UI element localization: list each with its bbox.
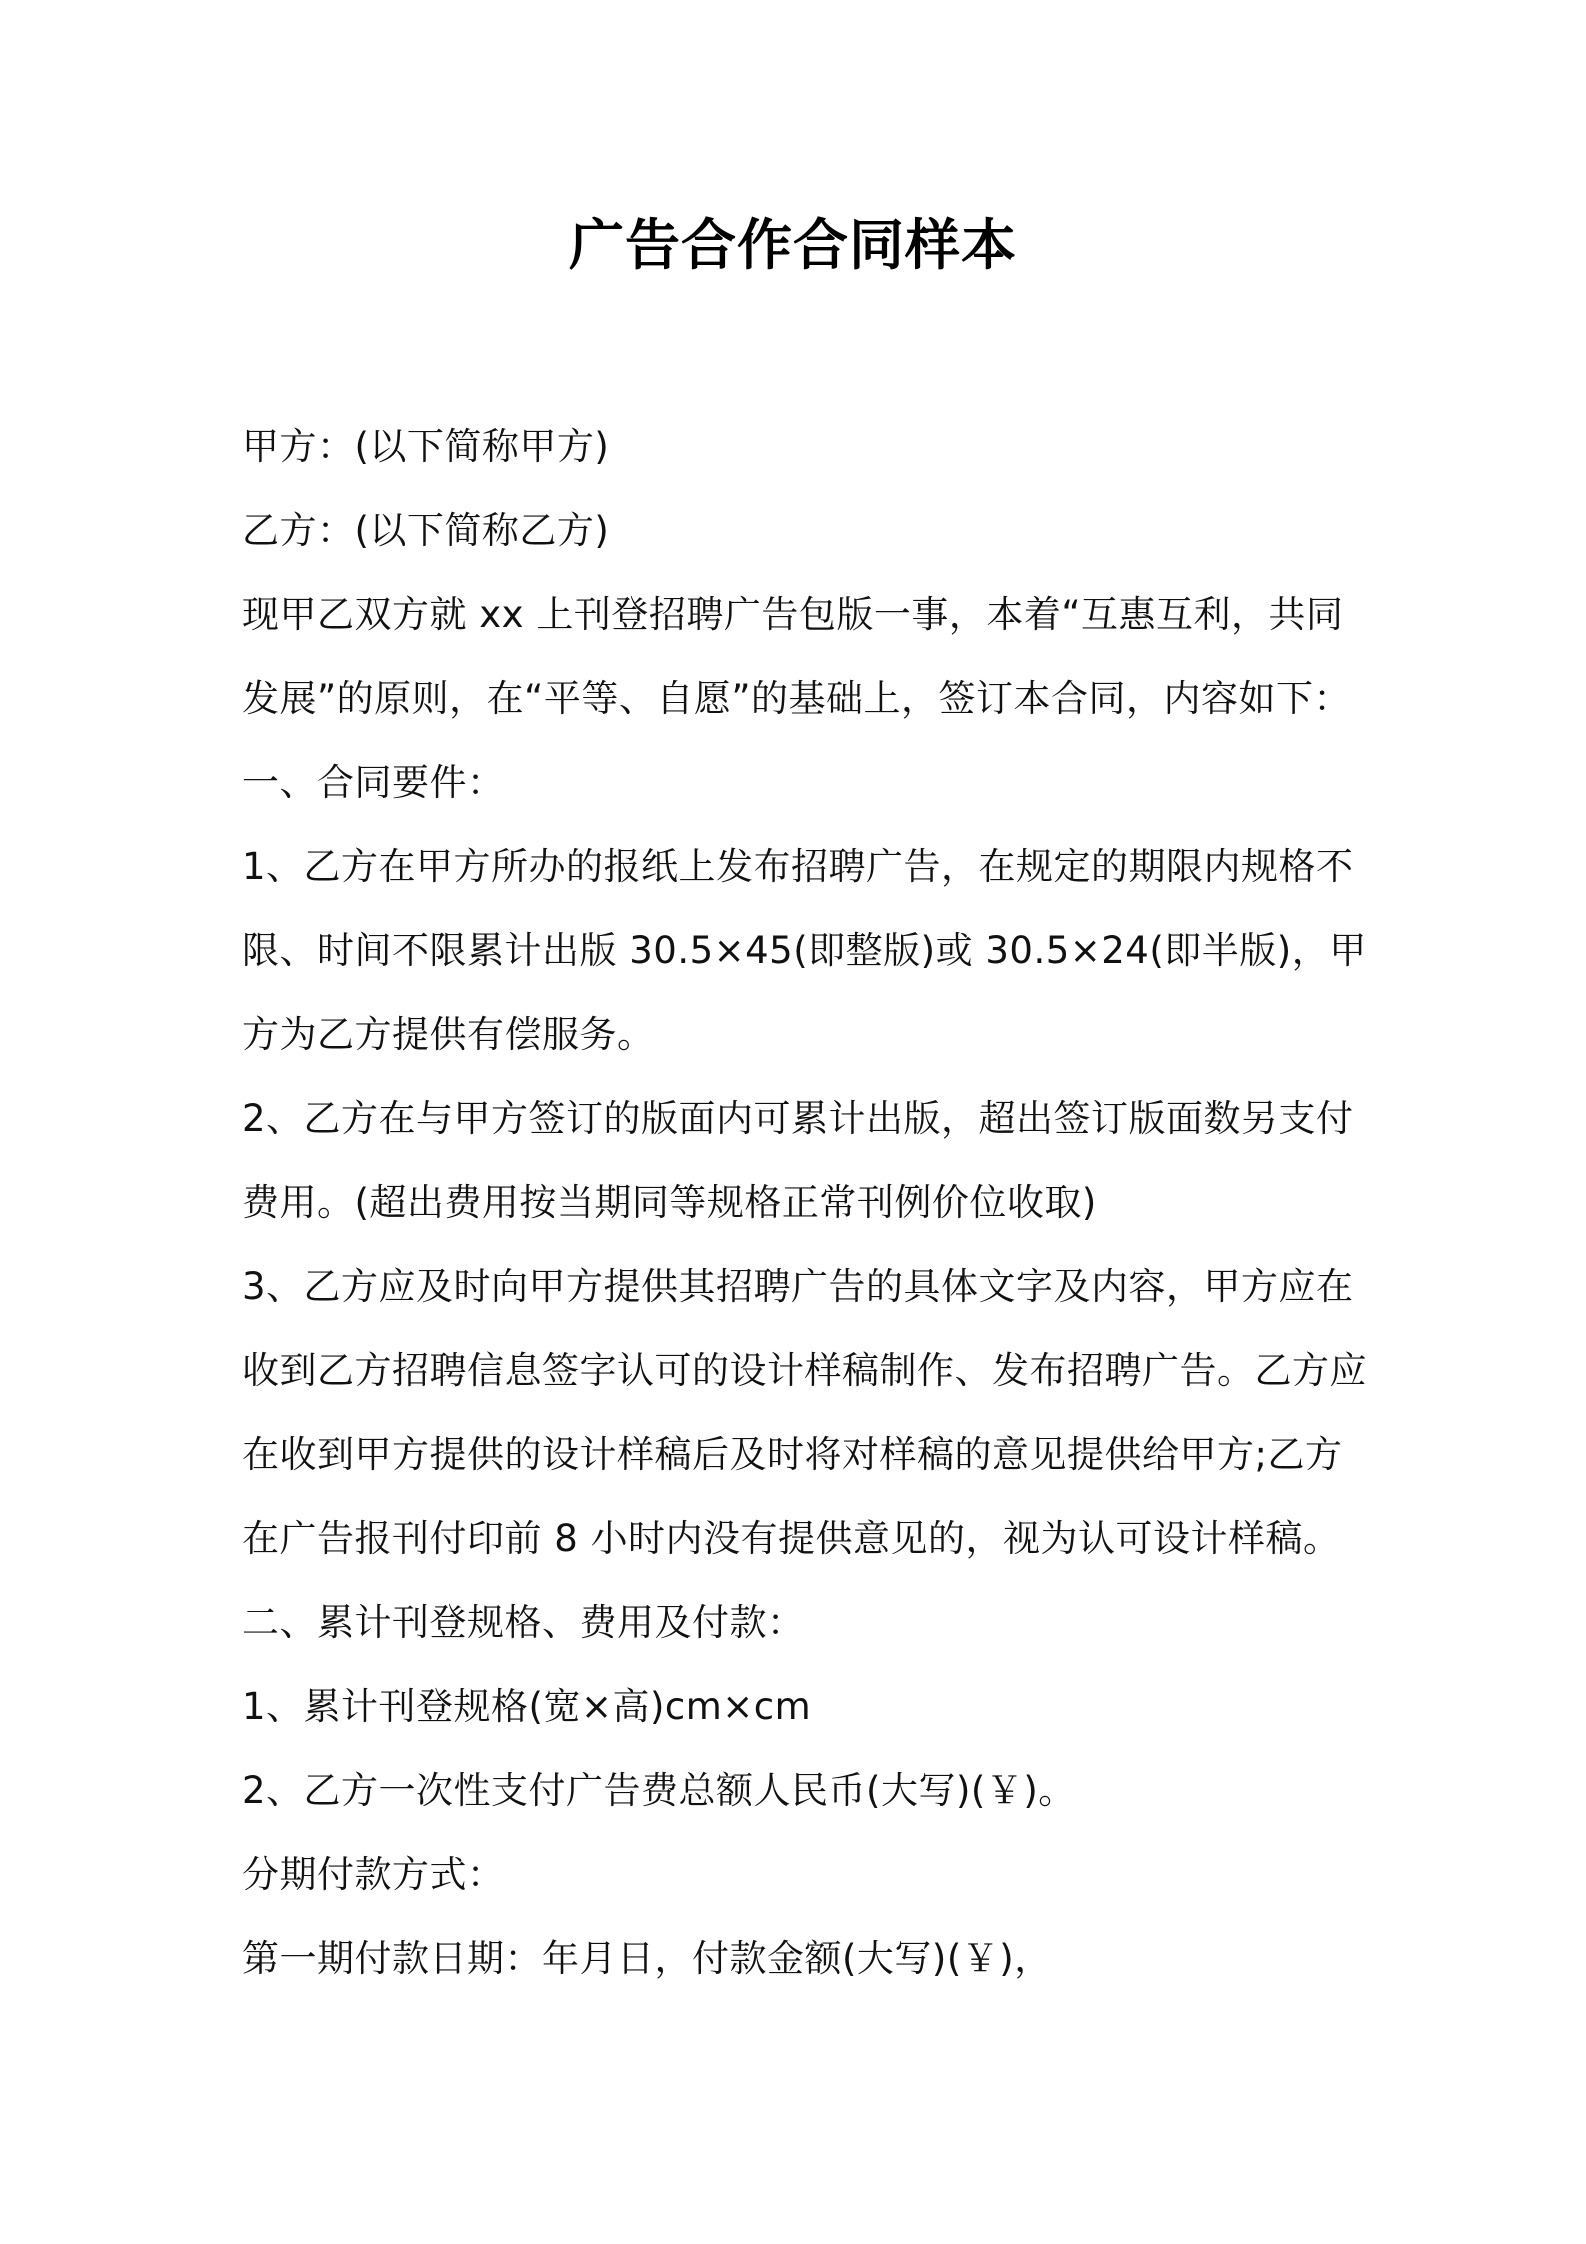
text-line: 在收到甲方提供的设计样稿后及时将对样稿的意见提供给甲方;乙方: [242, 1433, 1343, 1476]
text-line: 在广告报刊付印前 8 小时内没有提供意见的，视为认可设计样稿。: [242, 1517, 1341, 1560]
text-line: 收到乙方招聘信息签字认可的设计样稿制作、发布招聘广告。乙方应: [242, 1349, 1367, 1392]
text-line: 2、乙方一次性支付广告费总额人民币(大写)(￥)。: [242, 1769, 1076, 1812]
text-line: 乙方：(以下简称乙方): [242, 509, 610, 552]
text-line: 发展”的原则，在“平等、自愿”的基础上，签订本合同，内容如下：: [242, 677, 1352, 720]
text-line: 2、乙方在与甲方签订的版面内可累计出版，超出签订版面数另支付: [242, 1097, 1354, 1140]
section-heading: 一、合同要件：: [242, 761, 505, 804]
contract-body: [242, 405, 1367, 2001]
text-line: 费用。(超出费用按当期同等规格正常刊例价位收取): [242, 1181, 1097, 1224]
document-title: 广告合作合同样本: [568, 213, 1017, 277]
section-heading: 二、累计刊登规格、费用及付款：: [242, 1601, 805, 1644]
text-line: 1、累计刊登规格(宽×高)cm×cm: [242, 1685, 812, 1728]
text-line: 1、乙方在甲方所办的报纸上发布招聘广告，在规定的期限内规格不: [242, 845, 1354, 888]
text-line: 限、时间不限累计出版 30.5×45(即整版)或 30.5×24(即半版)，甲: [242, 929, 1367, 972]
text-line: 现甲乙双方就 xx 上刊登招聘广告包版一事，本着“互惠互利，共同: [242, 593, 1344, 636]
text-line: 方为乙方提供有偿服务。: [242, 1013, 655, 1056]
text-line: 分期付款方式：: [242, 1853, 505, 1896]
text-line: 3、乙方应及时向甲方提供其招聘广告的具体文字及内容，甲方应在: [242, 1265, 1354, 1308]
text-line: 第一期付款日期：年月日，付款金额(大写)(￥)，: [242, 1937, 1052, 1980]
text-line: 甲方：(以下简称甲方): [242, 425, 610, 468]
